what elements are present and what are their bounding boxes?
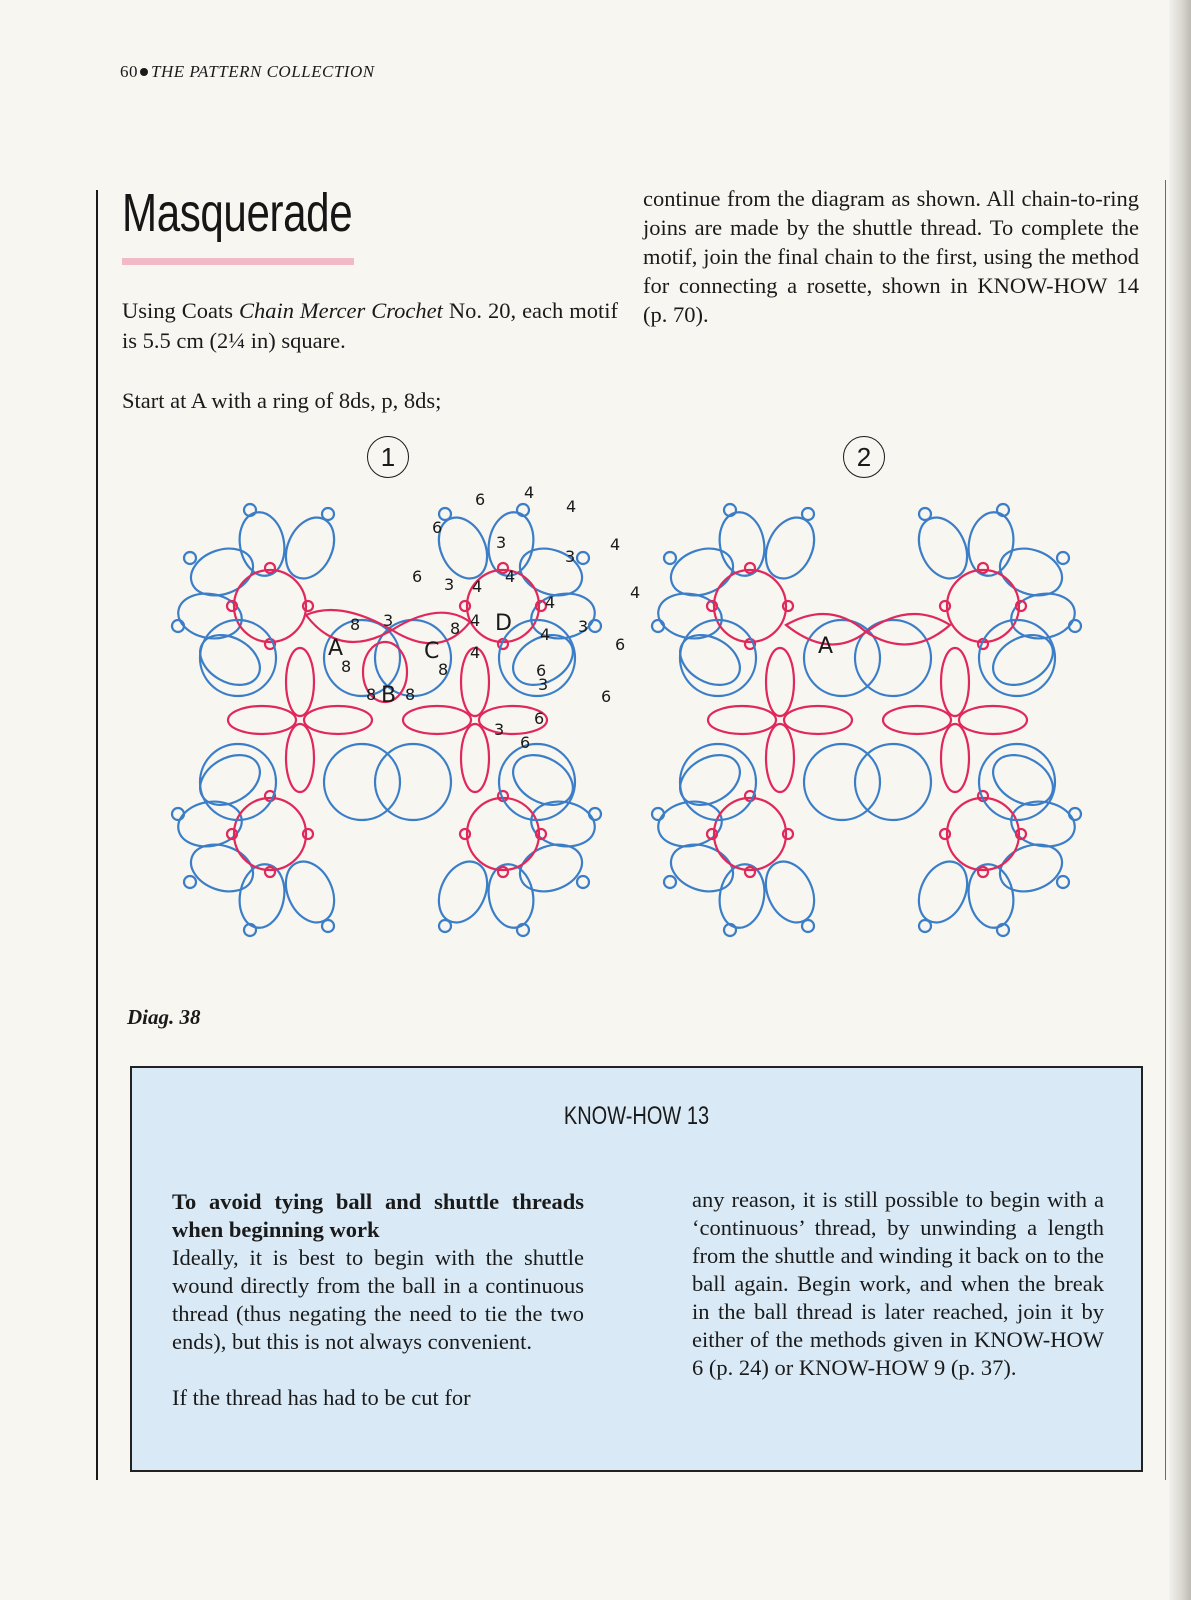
stitch-count: 6 [520,733,531,752]
knowhow-right-column [692,1186,1104,1382]
ring-label-d: D [495,611,512,636]
stitch-count: 6 [615,635,626,654]
page-number: 60 [120,62,138,81]
stitch-count: 3 [578,617,589,636]
ring-label-a: A [328,636,344,661]
stitch-count: 8 [405,685,416,704]
stitch-count: 4 [566,497,577,516]
stitch-count: 8 [438,660,449,679]
ring-label-b: B [381,683,397,708]
stitch-count: 4 [610,535,621,554]
intro-text-b: No. 20, each motif is 5.5 cm (2¼ in) square. [122,298,618,353]
knowhow-heading: To avoid tying ball and shuttle threads when beginning work [172,1189,584,1242]
stitch-count: 6 [536,661,547,680]
stitch-count: 6 [475,490,486,509]
stitch-count: 4 [505,567,516,586]
stitch-count: 3 [538,675,549,694]
motif-1-number: 1 [367,436,409,478]
stitch-count: 4 [470,643,481,662]
page-title: Masquerade [122,183,353,243]
intro-paragraph-2: Start at A with a ring of 8ds, p, 8ds; [122,388,442,413]
diagram-caption: Diag. 38 [127,1005,201,1029]
motif-2-ring-label-a: A [818,634,834,659]
stitch-count: 8 [366,685,377,704]
intro-text-a: Using Coats [122,298,239,323]
stitch-count: 3 [496,533,507,552]
stitch-count: 3 [444,575,455,594]
knowhow-box [130,1066,1143,1472]
stitch-count: 3 [383,611,394,630]
stitch-count: 6 [432,518,443,537]
stitch-count: 6 [534,709,545,728]
stitch-count: 8 [450,619,461,638]
motif-2 [652,504,1081,936]
stitch-count: 8 [350,615,361,634]
knowhow-paragraph-2: If the thread has had to be cut for [172,1385,471,1410]
section-title: THE PATTERN COLLECTION [151,62,375,81]
stitch-count: 4 [470,611,481,630]
stitch-count: 6 [412,567,423,586]
stitch-count: 4 [545,593,556,612]
stitch-count: 4 [540,625,551,644]
stitch-count: 4 [630,583,641,602]
ring-label-c: C [424,639,440,664]
stitch-count: 3 [494,720,505,739]
stitch-count: 3 [565,547,576,566]
motif-2-number: 2 [843,436,885,478]
stitch-count: 4 [472,577,483,596]
thread-name: Chain Mercer Crochet [238,298,443,323]
knowhow-paragraph-1: Ideally, it is best to begin with the shuttle wound directly from the ball in a continuous thread (thus negating the need to tie the two ends), but this is not always convenient. [172,1245,584,1354]
stitch-count: 8 [341,657,352,676]
knowhow-left-column [172,1188,584,1440]
intro-paragraph-3: continue from the diagram as shown. All chain-to-ring joins are made by the shuttle thread. To complete the motif, join the final chain to the first, using the method for connecting a rosette, shown in KNOW-HOW 14 (p. 70). [643,186,1139,327]
knowhow-paragraph-3: any reason, it is still possible to begin with a ‘continuous’ thread, by unwinding a length from the shuttle and winding it back on to the ball again. Begin work, and when the break in the ball thread is later reached, join it by either of the methods given in KNOW-HOW 6 (p. 24) or KNOW-HOW 9 (p. 37). [692,1187,1104,1380]
stitch-count: 4 [524,483,535,502]
knowhow-title: KNOW-HOW 13 [563,1102,710,1130]
stitch-count: 6 [601,687,612,706]
